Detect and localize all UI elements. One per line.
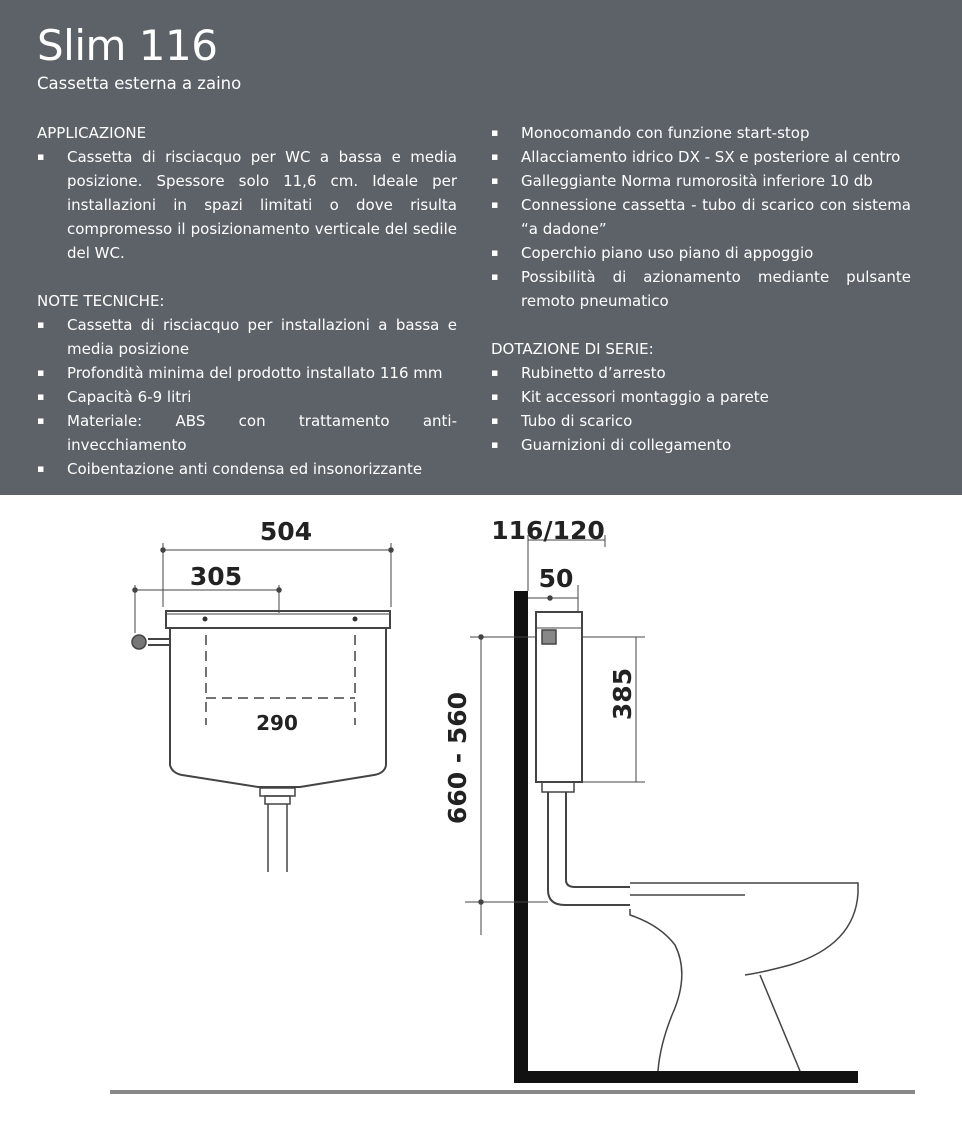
bullet-icon: ▪ xyxy=(491,438,499,451)
dim-label-660-560: 660 - 560 xyxy=(443,691,472,825)
bullet-icon: ▪ xyxy=(37,150,45,163)
bullet-icon: ▪ xyxy=(491,414,499,427)
section-title-applicazione: APPLICAZIONE xyxy=(37,124,147,142)
bullet-icon: ▪ xyxy=(491,246,499,259)
bullet-icon: ▪ xyxy=(491,126,499,139)
list-item xyxy=(491,193,911,241)
bullet-icon: ▪ xyxy=(491,198,499,211)
list-item xyxy=(491,169,911,193)
bullet-icon: ▪ xyxy=(491,174,499,187)
bullet-icon: ▪ xyxy=(491,390,499,403)
page-subtitle: Cassetta esterna a zaino xyxy=(37,74,242,93)
list-item-text: Guarnizioni di collegamento xyxy=(521,436,732,454)
list-item-text: Profondità minima del prodotto installato 116 mm xyxy=(67,364,443,382)
list-item-text: Kit accessori montaggio a parete xyxy=(521,388,769,406)
list-item xyxy=(37,409,457,457)
list-item-text: Possibilità di azionamento mediante pulsante remoto pneumatico xyxy=(521,268,911,310)
list-item xyxy=(491,433,911,457)
list-item-text: Coperchio piano uso piano di appoggio xyxy=(521,244,814,262)
bullet-icon: ▪ xyxy=(37,318,45,331)
list-item-text: Rubinetto d’arresto xyxy=(521,364,666,382)
list-item xyxy=(37,361,457,385)
bullet-icon: ▪ xyxy=(37,414,45,427)
side-view xyxy=(110,535,915,1092)
left-column xyxy=(37,121,457,481)
front-view xyxy=(132,543,393,872)
header-panel xyxy=(0,0,962,495)
list-item-text: Connessione cassetta - tubo di scarico con sistema “a dadone” xyxy=(521,196,911,238)
list-item-text: Cassetta di risciacquo per installazioni a bassa e media posizione xyxy=(67,316,457,358)
list-item-text: Galleggiante Norma rumorosità inferiore 10 db xyxy=(521,172,873,190)
dim-label-50: 50 xyxy=(538,564,574,593)
right-column xyxy=(491,121,911,457)
dim-label-116-120: 116/120 xyxy=(491,516,605,545)
list-item xyxy=(37,385,457,409)
list-item-text: Materiale: ABS con trattamento anti-invecchiamento xyxy=(67,412,457,454)
list-item xyxy=(37,313,457,361)
list-item-text: Capacità 6-9 litri xyxy=(67,388,192,406)
list-item-text: Coibentazione anti condensa ed insonorizzante xyxy=(67,460,423,478)
list-item-text: Tubo di scarico xyxy=(521,412,633,430)
list-item xyxy=(491,121,911,145)
technical-drawing xyxy=(0,495,962,1134)
list-item xyxy=(37,457,457,481)
list-item xyxy=(491,145,911,169)
list-item-text: Allacciamento idrico DX - SX e posteriore al centro xyxy=(521,148,901,166)
bullet-icon: ▪ xyxy=(37,390,45,403)
page-title: Slim 116 xyxy=(37,21,218,70)
dim-label-290: 290 xyxy=(256,711,298,735)
bullet-icon: ▪ xyxy=(491,270,499,283)
list-item xyxy=(491,385,911,409)
list-item xyxy=(491,265,911,313)
dim-label-385: 385 xyxy=(608,667,637,721)
list-item xyxy=(37,145,457,265)
list-item xyxy=(491,361,911,385)
section-title-dotazione: DOTAZIONE DI SERIE: xyxy=(491,340,654,358)
list-item xyxy=(491,241,911,265)
dim-label-504: 504 xyxy=(259,517,313,546)
bullet-icon: ▪ xyxy=(491,150,499,163)
bullet-icon: ▪ xyxy=(491,366,499,379)
dim-label-305: 305 xyxy=(189,562,243,591)
list-item-text: Cassetta di risciacquo per WC a bassa e media posizione. Spessore solo 11,6 cm. Ideale per installazioni in spazi limitati o dove risulta compromesso il posizionamento verticale del sedile del WC. xyxy=(67,148,457,262)
section-title-note-tecniche: NOTE TECNICHE: xyxy=(37,292,165,310)
bullet-icon: ▪ xyxy=(37,366,45,379)
list-item xyxy=(491,409,911,433)
bullet-icon: ▪ xyxy=(37,462,45,475)
list-item-text: Monocomando con funzione start-stop xyxy=(521,124,810,142)
